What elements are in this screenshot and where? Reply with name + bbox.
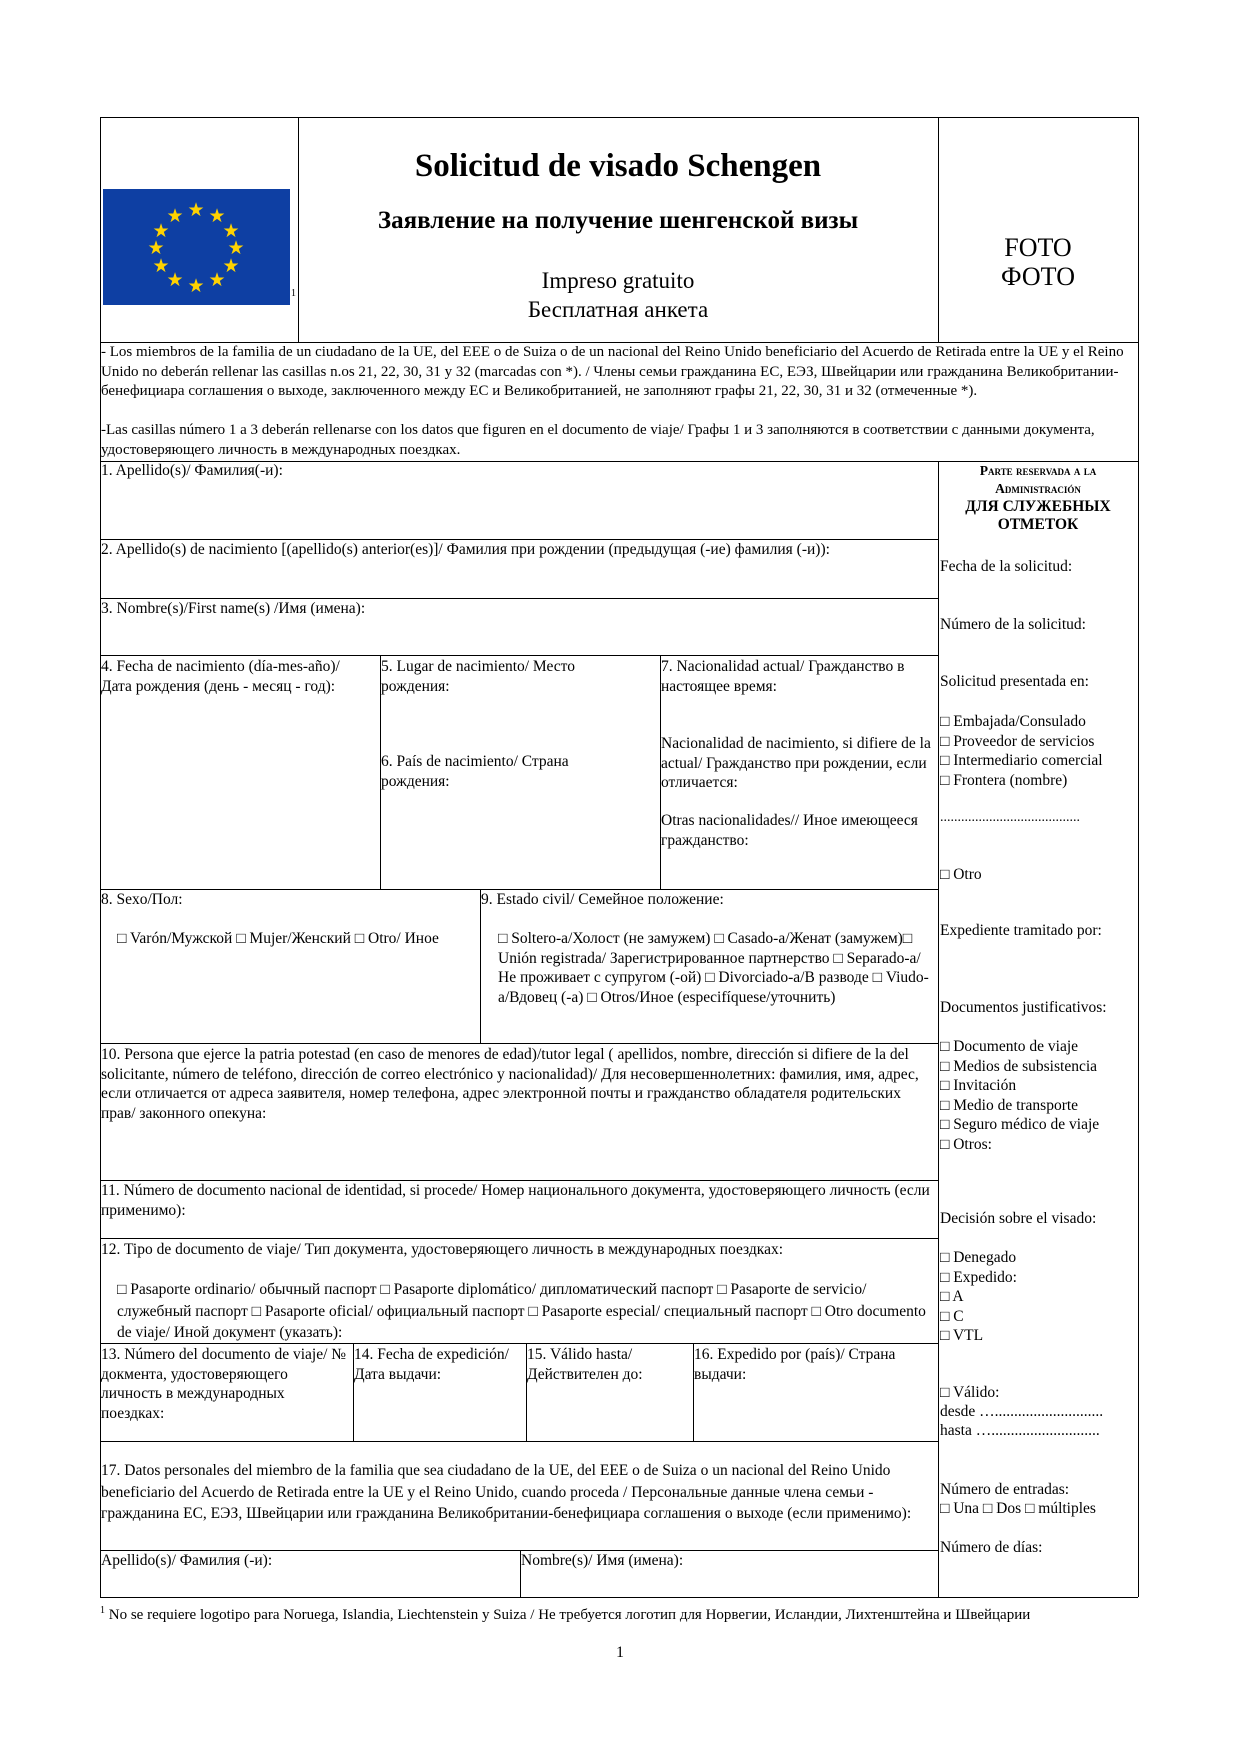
admin-heading-es-1: Parte reservada a la	[979, 463, 1097, 478]
admin-decision-options: □ Denegado □ Expedido: □ A □ C □ VTL	[940, 1249, 1017, 1344]
star-icon: ★	[222, 256, 240, 277]
field-15-valid-until[interactable]: 15. Válido hasta/ Действителен до:	[527, 1346, 643, 1383]
field-6-country-of-birth[interactable]: 6. País de nacimiento/ Страна рождения:	[381, 753, 569, 790]
star-icon: ★	[152, 221, 170, 242]
field-7-other-nationalities[interactable]: Otras nacionalidades// Иное имеющееся гражданство:	[661, 812, 918, 849]
field-17-family-member-data: 17. Datos personales del miembro de la familia que sea ciudadano de la UE, del EEE o de Suiza o un nacional del Reino Unido beneficiario del Acuerdo de Retirada entre la UE y el Reino Unido, cuando proceda / Персональные данные члена семьи - гражданина ЕС, ЕЭЗ, Швейцарии или гражданина Великобритании-бенефициара соглашения о выходе (если применимо):	[101, 1462, 912, 1522]
field-12-travel-document-type: 12. Tipo de documento de viaje/ Тип документа, удостоверяющего личность в международных поездках:	[101, 1241, 784, 1258]
field-17-surname[interactable]: Apellido(s)/ Фамилия (-и):	[101, 1552, 273, 1569]
field-9-marital-options[interactable]: □ Soltero-a/Холост (не замужем) □ Casado-a/Женат (замужем)□ Unión registrada/ Зарегистрированное партнерство □ Separado-a/Не проживает с супругом (-ой) □ Divorciado-a/В разводе □ Viudo-a/Вдовец (-а) □ Otros/Иное (especifíquese/уточнить)	[498, 930, 929, 1006]
admin-submitted-options: □ Embajada/Consulado □ Proveedor de servicios □ Intermediario comercial □ Frontera (nombre)	[940, 713, 1103, 789]
field-3-first-name[interactable]: 3. Nombre(s)/First name(s) /Имя (имена):	[101, 600, 366, 617]
admin-application-date: Fecha de la solicitud:	[940, 558, 1073, 575]
photo-label: FOTO	[1004, 233, 1072, 262]
admin-valid-until: hasta …............................	[940, 1422, 1100, 1439]
field-13-document-number[interactable]: 13. Número del documento de viaje/ № докмента, удостоверяющего личность в международных поездках:	[101, 1346, 347, 1422]
star-icon: ★	[187, 200, 205, 221]
field-8-sex-options[interactable]: □ Varón/Мужской □ Mujer/Женский □ Otro/ Иное	[117, 930, 439, 947]
admin-valid: □ Válido:	[940, 1384, 1000, 1401]
admin-application-number: Número de la solicitud:	[940, 616, 1086, 633]
star-icon: ★	[166, 270, 184, 291]
field-8-sex: 8. Sexo/Пол:	[101, 891, 183, 908]
free-form-label-ru: Бесплатная анкета	[527, 297, 709, 322]
star-icon: ★	[222, 221, 240, 242]
admin-number-of-entries: Número de entradas:	[940, 1481, 1070, 1498]
field-16-issued-by[interactable]: 16. Expedido por (país)/ Страна выдачи:	[694, 1346, 896, 1383]
free-form-label: Impreso gratuito	[541, 268, 695, 293]
field-4-date-of-birth[interactable]: 4. Fecha de nacimiento (día-mes-año)/ Дата рождения (день - месяц - год):	[101, 658, 340, 695]
star-icon: ★	[227, 238, 245, 259]
field-11-national-id[interactable]: 11. Número de documento nacional de identidad, si procede/ Номер национального документа, удостоверяющего личность (если применимо):	[101, 1182, 930, 1219]
field-7-nationality[interactable]: 7. Nacionalidad actual/ Гражданство в настоящее время:	[661, 658, 905, 695]
admin-entries-options: □ Una □ Dos □ múltiples	[940, 1500, 1096, 1517]
admin-border-dots: ........................................	[940, 810, 1080, 825]
footnote-mark: 1	[100, 1605, 105, 1616]
page-subtitle: Заявление на получение шенгенской визы	[377, 207, 859, 234]
admin-valid-from: desde …............................	[940, 1403, 1104, 1420]
photo-label-ru: ФОТО	[1001, 262, 1075, 291]
admin-supporting-documents: Documentos justificativos:	[940, 999, 1107, 1016]
field-2-surname-at-birth[interactable]: 2. Apellido(s) de nacimiento [(apellido(s) anterior(es)]/ Фамилия при рождении (предыдущая (-ие) фамилия (-и)):	[101, 541, 830, 558]
star-icon: ★	[187, 276, 205, 297]
star-icon: ★	[152, 256, 170, 277]
star-icon: ★	[166, 206, 184, 227]
field-12-document-options[interactable]: □ Pasaporte ordinario/ обычный паспорт □ Pasaporte diplomático/ дипломатический паспорт □ Pasaporte de servicio/ служебный паспорт □ Pasaporte oficial/ официальный паспорт □ Pasaporte especial/ специальный паспорт □ Otro documento de viaje/ Иной документ (указать):	[117, 1281, 926, 1341]
field-5-place-of-birth[interactable]: 5. Lugar de nacimiento/ Место рождения:	[381, 658, 575, 695]
footnote	[100, 1601, 1200, 1626]
notice-family-members: - Los miembros de la familia de un ciudadano de la UE, del EEE o de Suiza o de un nacional del Reino Unido beneficiario del Acuerdo de Retirada entre la UE y el Reino Unido no deberán rellenar las casillas n.os 21, 22, 30, 31 y 32 (marcadas con *). / Члены семьи гражданина ЕС, ЕЭЗ, Швейцарии или гражданина Великобритании-бенефициара соглашения о выходе, заключенного между ЕС и Великобританией, не заполняют графы 21, 22, 30, 31 и 32 (отмеченные *).	[101, 344, 1124, 399]
field-14-issue-date[interactable]: 14. Fecha de expedición/ Дата выдачи:	[354, 1346, 509, 1383]
admin-heading-es-2: Administración	[995, 481, 1081, 496]
page-number: 1	[616, 1644, 624, 1661]
admin-heading	[940, 462, 1136, 534]
notice-travel-document: -Las casillas número 1 a 3 deberán rellenarse con los datos que figuren en el documento de viaje/ Графы 1 и 3 заполняются в соответствии с данными документа, удостоверяющего личность в международных поездках.	[101, 422, 1095, 458]
field-1-surname[interactable]: 1. Apellido(s)/ Фамилия(-и):	[101, 462, 283, 479]
footnote-text: No se requiere logotipo para Noruega, Islandia, Liechtenstein y Suiza / Не требуется логотип для Норвегии, Исландии, Лихтенштейна и Швейцарии	[108, 1607, 1031, 1623]
flag-footnote-mark: 1	[291, 288, 296, 299]
field-10-legal-guardian[interactable]: 10. Persona que ejerce la patria potestad (en caso de menores de edad)/tutor legal ( apellidos, nombre, dirección si difiere de la del solicitante, número de teléfono, dirección de correo electrónico y nacionalidad)/ Для несовершеннолетних: фамилия, имя, адрес, если отличается от адреса заявителя, номер телефона, адрес электронной почты и гражданство обладателя родительских прав/ законного опекуна:	[101, 1046, 919, 1122]
star-icon: ★	[208, 270, 226, 291]
star-icon: ★	[147, 238, 165, 259]
field-17-first-name[interactable]: Nombre(s)/ Имя (имена):	[521, 1552, 684, 1569]
admin-handled-by: Expediente tramitado por:	[940, 922, 1102, 939]
admin-other: □ Otro	[940, 866, 982, 883]
admin-heading-ru: ДЛЯ СЛУЖЕБНЫХ ОТМЕТОК	[965, 498, 1111, 533]
field-7-nationality-at-birth[interactable]: Nacionalidad de nacimiento, si difiere de la actual/ Гражданство при рождении, если отличается:	[661, 735, 931, 791]
page-title: Solicitud de visado Schengen	[414, 148, 822, 184]
eu-flag	[103, 189, 290, 305]
admin-documents-options: □ Documento de viaje □ Medios de subsistencia □ Invitación □ Medio de transporte □ Seguro médico de viaje □ Otros:	[940, 1038, 1100, 1153]
admin-submitted-at: Solicitud presentada en:	[940, 673, 1089, 690]
admin-number-of-days: Número de días:	[940, 1539, 1043, 1556]
field-9-marital-status: 9. Estado civil/ Семейное положение:	[481, 891, 724, 908]
admin-visa-decision: Decisión sobre el visado:	[940, 1210, 1097, 1227]
star-icon: ★	[208, 206, 226, 227]
